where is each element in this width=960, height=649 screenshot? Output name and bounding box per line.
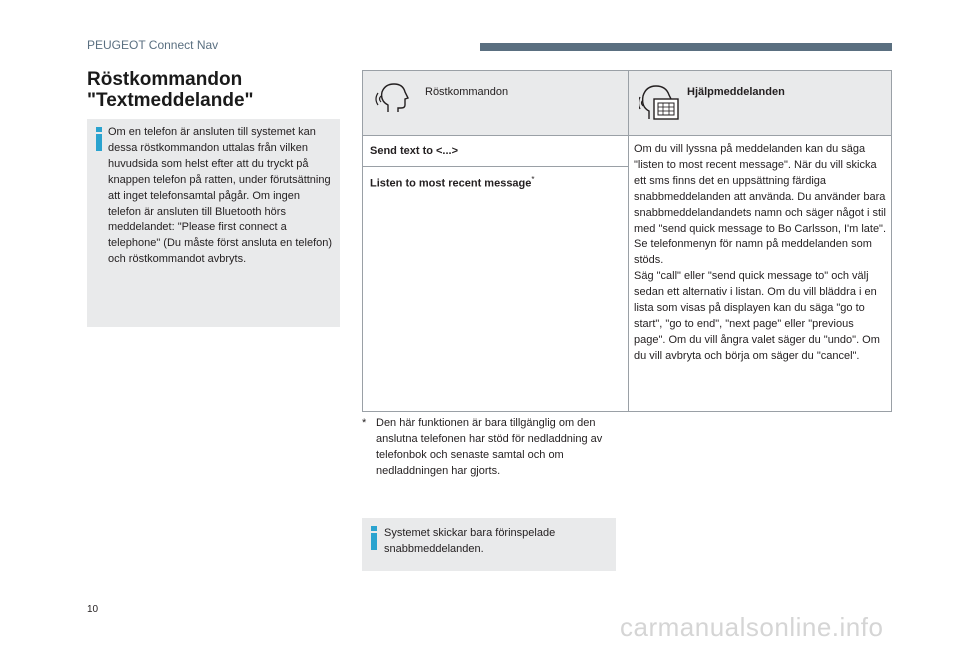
row-divider xyxy=(363,166,628,167)
header-bar xyxy=(480,43,892,51)
header-help-messages: Hjälpmeddelanden xyxy=(687,86,785,98)
help-text: Om du vill lyssna på meddelanden kan du säga "listen to most recent message". När du vill skicka ett sms finns det en uppsättning färdiga snabbmeddelanden att använda. Du använder bara snabbmeddelandandets namn och säger något i stil med "send quick message to Bo Carlsson, I'm late". Se telefonmenyn för namn på meddelanden som stöds. Säg "call" eller "send quick message to" och välj sedan ett alternativ i listan. Om du vill bläddra i en lista som visas på displayen kan du säga "go to start", "go to end", "next page" eller "previous page". Om du vill ångra valet säger du "undo". Om du vill avbryta och börja om säger du "cancel". xyxy=(634,143,887,362)
section-title-line1: Röstkommandon xyxy=(87,69,243,90)
info-text: Om en telefon är ansluten till systemet kan dessa röstkommandon uttalas från vilken huvudsida som helst efter att du tryckt på knappen telefon på ratten, under förutsättning att inget telefonsamtal pågår. Om ingen telefon är ansluten till Bluetooth hörs meddelandet: "Please first connect a telephone" (Du måste först ansluta en telefon) och röstkommandot avbryts. xyxy=(108,126,333,266)
section-title xyxy=(87,69,254,111)
info-icon xyxy=(370,526,381,550)
footnote-text: Den här funktionen är bara tillgänglig om den anslutna telefonen har stöd för nedladdning av telefonbok och senaste samtal och om nedladdningen har gjorts. xyxy=(376,417,603,477)
info-box-connection xyxy=(87,119,340,327)
info-box-quick-messages xyxy=(362,518,616,571)
info-icon xyxy=(95,127,106,151)
header-voice-commands: Röstkommandon xyxy=(425,86,509,98)
voice-command-table xyxy=(362,70,892,412)
footnote-mark: * xyxy=(362,417,367,429)
table-header xyxy=(363,71,891,136)
info-text: Systemet skickar bara förinspelade snabbmeddelanden. xyxy=(384,527,556,555)
speaking-head-icon xyxy=(374,81,410,117)
footnote-marker: * xyxy=(531,175,535,184)
command-listen-row xyxy=(370,172,535,193)
document-header-title: PEUGEOT Connect Nav xyxy=(87,38,219,52)
command-send-text: Send text to <...> xyxy=(370,145,459,157)
column-divider xyxy=(628,71,629,411)
footnote xyxy=(362,416,622,480)
page-number: 10 xyxy=(87,604,99,615)
command-listen-recent: Listen to most recent message xyxy=(370,177,532,190)
section-title-line2: "Textmeddelande" xyxy=(87,90,254,111)
speaking-head-screen-icon xyxy=(639,81,683,121)
watermark: carmanualsonline.info xyxy=(620,612,884,642)
